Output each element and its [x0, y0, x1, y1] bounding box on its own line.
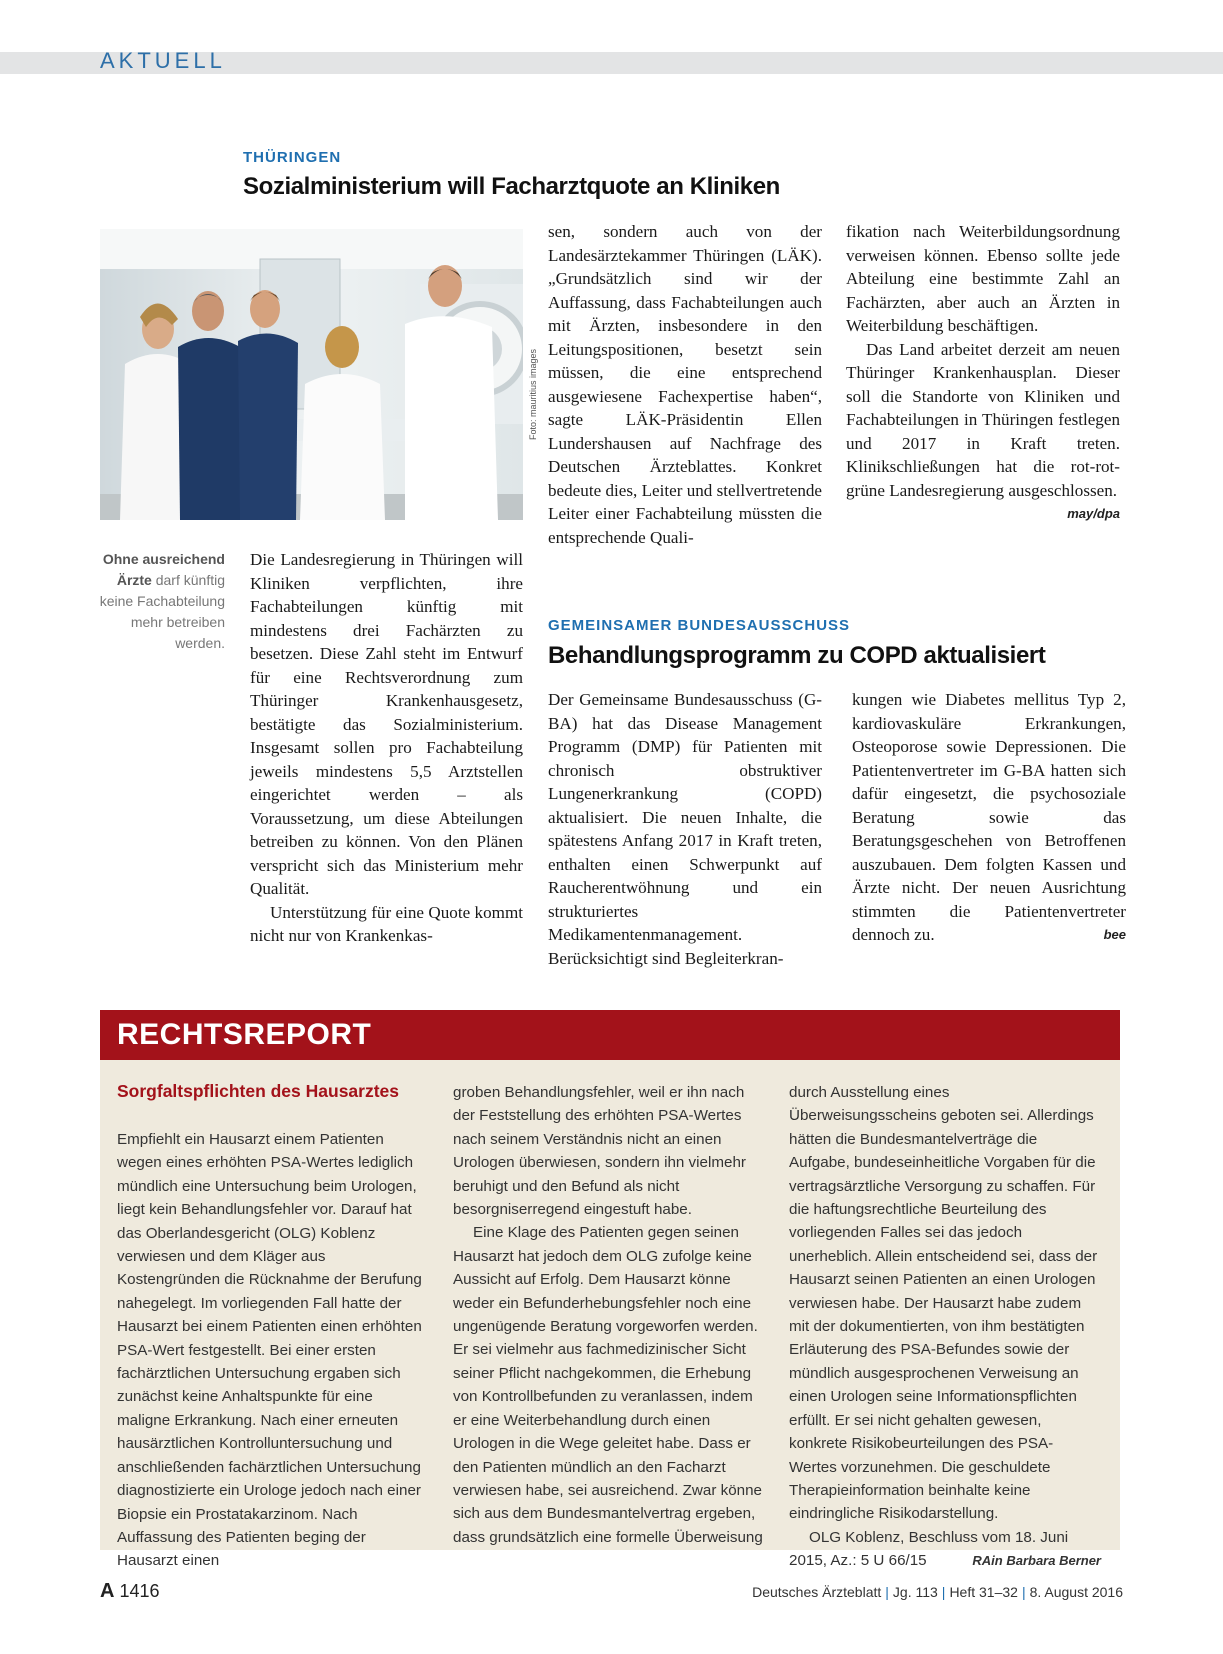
article1-kicker: THÜRINGEN — [243, 149, 342, 166]
photo-credit: Foto: mauritius images — [528, 348, 538, 440]
article2-kicker: GEMEINSAMER BUNDESAUSSCHUSS — [548, 617, 851, 634]
article1-col1-paragraph-1: Die Landesregierung in Thüringen will Kliniken verpflichten, ihre Fachabteilungen künftig mit mindestens drei Fachärzten zu besetzen. Diese Zahl steht im Entwurf für eine Rechtsverordnung zum Thüringer Krankenhausgesetz, bestätigte das Sozialministerium. Insgesamt sollen pro Fachabteilung jeweils mindestens 5,5 Arztstellen eingerichtet werden – als Voraussetzung, um diese Abteilungen betreiben zu können. Von den Plänen verspricht sich das Ministerium mehr Qualität. — [250, 550, 523, 898]
journal-name: Deutsches Ärzteblatt — [752, 1584, 882, 1600]
caption-bold: Ohne ausreichend Ärzte — [102, 551, 225, 588]
article1-column-3 — [846, 220, 1120, 526]
rechtsreport-headline: Sorgfaltspflichten des Hausarztes — [117, 1081, 400, 1101]
rechtsreport-col3-paragraph-2 — [789, 1526, 1101, 1573]
page-prefix: A — [100, 1580, 115, 1602]
page-number — [100, 1580, 160, 1603]
photo-caption — [95, 549, 225, 654]
journal-date: 8. August 2016 — [1029, 1584, 1123, 1600]
rechtsreport-col3-paragraph-1: durch Ausstellung eines Überweisungsscheins geboten sei. Allerdings hätten die Bundesmantelverträge die Aufgabe, bundeseinheitliche Vorgaben für die vertragsärztliche Versorgung zu schaffen. Für die haftungsrechtliche Beurteilung des vorliegenden Falles sei das jedoch unerheblich. Allein entscheidend sei, dass der Hausarzt seinen Patienten an einen Urologen verwiesen habe. Der Hausarzt habe zudem mit der dokumentierten, von ihm bestätigten Erläuterung des PSA-Befundes sowie der mündlich ausgesprochenen Verweisung an einen Urologen seine Informationspflichten erfüllt. Er sei nicht gehalten gewesen, konkrete Risikobeurteilungen des PSA-Wertes vorzunehmen. Die geschuldete Therapieinformation beinhalte keine eindringliche Risikodarstellung. — [789, 1084, 1098, 1523]
rechtsreport-column-3 — [789, 1081, 1101, 1573]
doctors-photo — [100, 229, 523, 520]
rechtsreport-column-2 — [453, 1081, 765, 1549]
rechtsreport-title: RECHTSREPORT — [117, 1018, 372, 1051]
article1-column-2 — [548, 220, 822, 549]
journal-issue: Heft 31–32 — [949, 1584, 1018, 1600]
article2-column-1 — [548, 688, 822, 970]
article2-col2-text: kungen wie Diabetes mellitus Typ 2, kardiovaskuläre Erkrankungen, Osteoporose sowie Depressionen. Die Patientenvertreter im G-BA hatten sich dafür eingesetzt, die psychosoziale Beratung sowie das Beratungsgeschehen von Betroffenen auszubauen. Dem folgten Kassen und Ärzte nicht. Der neuen Ausrichtung stimmten die Patientenvertreter dennoch zu. — [852, 690, 1126, 944]
article2-col1-paragraph: Der Gemeinsame Bundesausschuss (G-BA) hat das Disease Management Programm (DMP) für Patienten mit chronisch obstruktiver Lungenerkrankung (COPD) aktualisiert. Die neuen Inhalte, die spätestens Anfang 2017 in Kraft treten, enthalten einen Schwerpunkt auf Raucherentwöhnung und ein strukturiertes Medikamentenmanagement. Berücksichtigt sind Begleiterkran- — [548, 690, 822, 968]
article1-signature: may/dpa — [1067, 506, 1120, 521]
article2-signature: bee — [1103, 927, 1126, 942]
article1-col3-paragraph-1: fikation nach Weiterbildungsordnung verweisen können. Ebenso sollte jede Abteilung eine bestimmte Zahl an Fachärzten, aber auch an Ärzten in Weiterbildung beschäftigen. — [846, 222, 1120, 335]
rechtsreport-signature: RAin Barbara Berner — [972, 1553, 1101, 1569]
article1-col3-paragraph-2 — [846, 338, 1120, 521]
rechtsreport-column-1 — [117, 1128, 429, 1573]
journal-volume: Jg. 113 — [892, 1584, 938, 1600]
rechtsreport-col1-paragraph: Empfiehlt ein Hausarzt einem Patienten wegen eines erhöhten PSA-Wertes lediglich mündlich eine Untersuchung beim Urologen, liegt kein Behandlungsfehler vor. Darauf hat das Oberlandesgericht (OLG) Koblenz verwiesen und dem Kläger aus Kostengründen die Rücknahme der Berufung nahegelegt. Im vorliegenden Fall hatte der Hausarzt bei einem Patienten einen erhöhten PSA-Wert festgestellt. Bei einer ersten fachärztlichen Untersuchung ergaben sich zunächst keine Anhaltspunkte für eine maligne Erkrankung. Nach einer erneuten hausärztlichen Kontrolluntersuchung und anschließenden fachärztlichen Untersuchung diagnostizierte ein Urologe jedoch nach einer Biopsie ein Prostatakarzinom. Nach Auffassung des Patienten beging der Hausarzt einen — [117, 1131, 422, 1570]
article1-col1-paragraph-2: Unterstützung für eine Quote kommt nicht nur von Krankenkas- — [250, 902, 523, 945]
caption-text: darf künftig keine Fachabteilung mehr betreiben werden. — [99, 572, 225, 651]
journal-info: Deutsches Ärzteblatt | Jg. 113 | Heft 31–32 | 8. August 2016 — [752, 1584, 1123, 1600]
article2-headline: Behandlungsprogramm zu COPD aktualisiert — [548, 642, 1046, 669]
article1-col2-paragraph-1: sen, sondern auch von der Landesärztekammer Thüringen (LÄK). „Grundsätzlich sind wir der Auffassung, dass Fachabteilungen auch mit Ärzten, insbesondere in den Leitungspositionen, besetzt sein müssen, die eine entsprechend ausgewiesene Fachexpertise haben“, sagte LÄK-Präsidentin Ellen Lundershausen auf Nachfrage des Deutschen Ärzteblattes. Konkret bedeute dies, Leiter und stellvertretende Leiter einer Fachabteilung müssten die entsprechende Quali- — [548, 222, 822, 547]
section-label: AKTUELL — [100, 48, 226, 73]
rechtsreport-col2-paragraph-1: groben Behandlungsfehler, weil er ihn nach der Feststellung des erhöhten PSA-Wertes nach seinem Verständnis nicht an einen Urologen überwiesen, sondern ihn vielmehr beruhigt und den Befund als nicht besorgniserregend eingestuft habe. — [453, 1084, 746, 1219]
rechtsreport-col2-paragraph-2: Eine Klage des Patienten gegen seinen Hausarzt hat jedoch dem OLG zufolge keine Aussicht auf Erfolg. Dem Hausarzt könne weder ein Befunderhebungsfehler noch eine ungenügende Beratung vorgeworfen werden. Er sei vielmehr aus fachmedizinischer Sicht seiner Pflicht nachgekommen, die Erhebung von Kontrollbefunden zu veranlassen, indem er eine Weiterbehandlung durch einen Urologen in die Wege geleitet habe. Dass er den Patienten mündlich an den Facharzt verwiesen habe, sei ausreichend. Zwar könne sich aus dem Bundesmantelvertrag ergeben, dass grundsätzlich eine formelle Überweisung — [453, 1224, 763, 1546]
rechtsreport-citation: OLG Koblenz, Beschluss vom 18. Juni 2015, Az.: 5 U 66/15 — [789, 1528, 1069, 1570]
page-number-value: 1416 — [119, 1581, 160, 1601]
article2-col2-paragraph — [852, 688, 1126, 947]
article1-column-1 — [250, 548, 523, 948]
article1-col3-paragraph-2-text: Das Land arbeitet derzeit am neuen Thüringer Krankenhausplan. Dieser soll die Standorte von Kliniken und Fachabteilungen in Thüringen festlegen und 2017 in Kraft treten. Klinikschließungen hat die rot-rot-grüne Landesregierung ausgeschlossen. — [846, 339, 1120, 500]
article1-headline: Sozialministerium will Facharztquote an Kliniken — [243, 173, 780, 200]
article2-column-2 — [852, 688, 1126, 947]
